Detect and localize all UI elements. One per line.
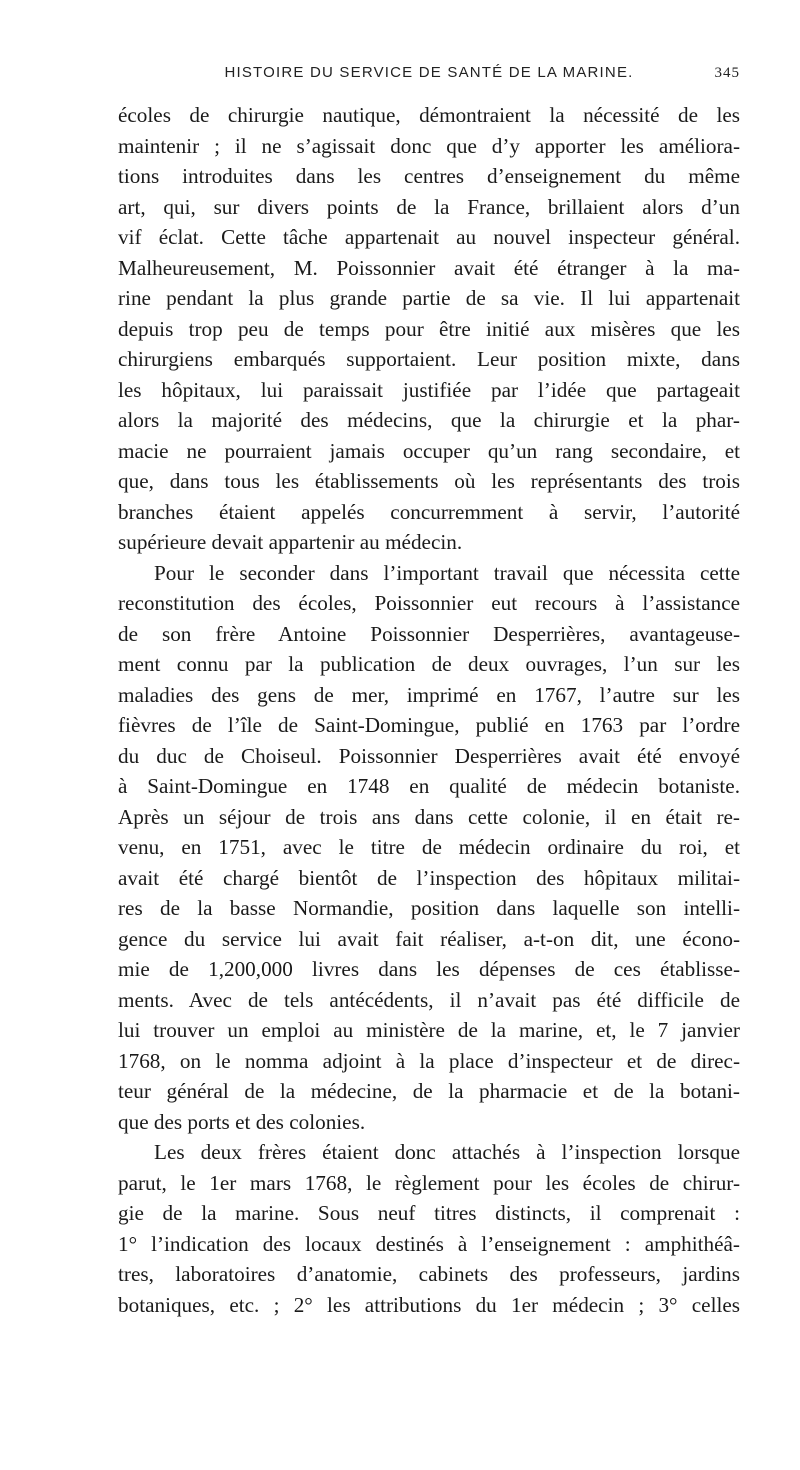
running-head xyxy=(118,58,740,88)
text-line: que, dans tous les établissements où les représentants des trois xyxy=(118,469,740,493)
text-line: mie de 1,200,000 livres dans les dépenses de ces établisse- xyxy=(118,957,740,981)
text-line: tions introduites dans les centres d’enseignement du même xyxy=(118,164,740,188)
text-line: les hôpitaux, lui paraissait justifiée par l’idée que partageait xyxy=(118,377,740,402)
text-line: écoles de chirurgie nautique, démontraient la nécessité de les xyxy=(118,103,740,127)
text-line: alors la majorité des médecins, que la chirurgie et la phar- xyxy=(118,408,740,432)
text-line: gie de la marine. Sous neuf titres distincts, il comprenait : xyxy=(118,1201,740,1225)
text-line: tres, laboratoires d’anatomie, cabinets des professeurs, jardins xyxy=(118,1262,740,1286)
text-line: du duc de Choiseul. Poissonnier Desperrières avait été envoyé xyxy=(118,743,740,768)
text-line: Malheureusement, M. Poissonnier avait été étranger à la ma- xyxy=(118,255,740,280)
text-line: art, qui, sur divers points de la France, brillaient alors d’un xyxy=(118,194,740,219)
running-head-title: HISTOIRE DU SERVICE DE SANTÉ DE LA MARINE. xyxy=(224,64,634,81)
text-line: ments. Avec de tels antécédents, il n’avait pas été difficile de xyxy=(118,987,740,1012)
book-page xyxy=(118,58,740,1320)
text-line: 1° l’indication des locaux destinés à l’enseignement : amphithéâ- xyxy=(118,1231,740,1256)
page-number: 345 xyxy=(714,65,740,81)
text-line: ment connu par la publication de deux ouvrages, l’un sur les xyxy=(118,652,740,676)
text-line: à Saint-Domingue en 1748 en qualité de médecin botaniste. xyxy=(118,774,740,798)
text-line: vif éclat. Cette tâche appartenait au nouvel inspecteur général. xyxy=(118,225,740,249)
text-line: botaniques, etc. ; 2° les attributions du 1er médecin ; 3° celles xyxy=(118,1292,740,1317)
text-line: res de la basse Normandie, position dans laquelle son intelli- xyxy=(118,896,740,920)
text-line: maintenir ; il ne s’agissait donc que d’y apporter les améliora- xyxy=(118,133,740,158)
text-line: rine pendant la plus grande partie de sa vie. Il lui appartenait xyxy=(118,286,740,310)
text-line: chirurgiens embarqués supportaient. Leur position mixte, dans xyxy=(118,347,740,371)
text-line: Pour le seconder dans l’important travail que nécessita cette xyxy=(154,560,740,585)
text-line: branches étaient appelés concurremment à servir, l’autorité xyxy=(118,499,740,524)
text-line: venu, en 1751, avec le titre de médecin ordinaire du roi, et xyxy=(118,835,740,859)
text-line: supérieure devait appartenir au médecin. xyxy=(118,530,463,554)
text-line: teur général de la médecine, de la pharmacie et de la botani- xyxy=(118,1079,740,1103)
text-line: parut, le 1er mars 1768, le règlement pour les écoles de chirur- xyxy=(118,1170,740,1195)
text-line: depuis trop peu de temps pour être initié aux misères que les xyxy=(118,316,740,341)
text-line: avait été chargé bientôt de l’inspection des hôpitaux militai- xyxy=(118,865,740,890)
text-line: Après un séjour de trois ans dans cette colonie, il en était re- xyxy=(118,804,740,829)
text-line: maladies des gens de mer, imprimé en 1767, l’autre sur les xyxy=(118,682,740,707)
text-line: fièvres de l’île de Saint-Domingue, publié en 1763 par l’ordre xyxy=(118,713,740,737)
text-line: gence du service lui avait fait réaliser, a-t-on dit, une écono- xyxy=(118,926,740,951)
text-line: Les deux frères étaient donc attachés à l’inspection lorsque xyxy=(154,1140,740,1164)
text-line: de son frère Antoine Poissonnier Desperrières, avantageuse- xyxy=(118,621,740,646)
text-line: macie ne pourraient jamais occuper qu’un rang secondaire, et xyxy=(118,438,740,463)
body-text xyxy=(118,100,740,1320)
text-line: 1768, on le nomma adjoint à la place d’inspecteur et de direc- xyxy=(118,1048,740,1073)
text-line: que des ports et des colonies. xyxy=(118,1109,366,1134)
text-line: lui trouver un emploi au ministère de la marine, et, le 7 janvier xyxy=(118,1018,740,1042)
text-line: reconstitution des écoles, Poissonnier eut recours à l’assistance xyxy=(118,591,740,615)
